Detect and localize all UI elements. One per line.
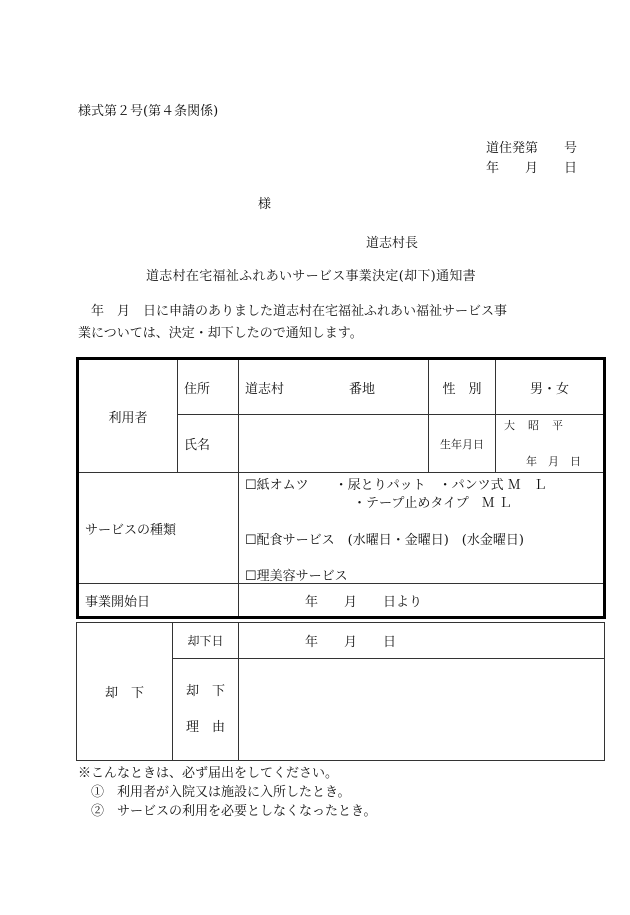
decision-table: [76, 357, 606, 619]
notes: [78, 764, 376, 821]
rejection-date-field[interactable]: 年 月 日: [239, 623, 605, 659]
service-line-3[interactable]: ☐配食サービス (水曜日・金曜日) (水金曜日): [245, 533, 524, 548]
name-field[interactable]: [239, 415, 429, 473]
service-type-label: サービスの種類: [78, 473, 239, 584]
rejection-reason-label-1: 却 下: [185, 683, 225, 699]
birth-date-field[interactable]: [496, 415, 605, 473]
rejection-reason-field[interactable]: [239, 659, 605, 761]
service-line-4[interactable]: ☐理美容サービス: [245, 569, 348, 584]
era-labels: 大 昭 平: [504, 419, 564, 432]
notes-item-2: ② サービスの利用を必要としなくなったとき。: [78, 804, 377, 819]
start-date-field[interactable]: 年 月 日より: [239, 584, 605, 618]
user-label: 利用者: [78, 359, 178, 473]
rejection-reason-label-2: 理 由: [185, 719, 225, 735]
rejection-reason-label: [173, 659, 239, 761]
form-number: 様式第２号(第４条関係): [78, 104, 219, 119]
addressee-suffix: 様: [258, 197, 272, 212]
issue-date: 年 月 日: [486, 161, 578, 176]
issuer-name: 道志村長: [366, 236, 419, 251]
start-date-label: 事業開始日: [78, 584, 239, 618]
body-text: [78, 301, 594, 345]
reference-number: 道住発第 号: [486, 141, 578, 156]
notes-heading: ※こんなときは、必ず届出をしてください。: [78, 766, 339, 781]
name-label: 氏名: [178, 415, 239, 473]
reference-block: [486, 139, 577, 179]
service-line-1[interactable]: ☐紙オムツ ・尿とりパット ・パンツ式 Ｍ Ｌ: [245, 478, 547, 493]
address-label: 住所: [178, 359, 239, 415]
service-type-field[interactable]: [239, 473, 605, 584]
birth-label: 生年月日: [429, 415, 496, 473]
service-line-2: ・テープ止めタイプ Ｍ Ｌ: [353, 496, 512, 511]
address-field[interactable]: 道志村 番地: [239, 359, 429, 415]
body-line-1: 年 月 日に申請のありました道志村在宅福祉ふれあい福祉サービス事: [78, 304, 508, 319]
rejection-label: 却 下: [77, 623, 173, 761]
sex-label: 性 別: [429, 359, 496, 415]
rejection-date-label: 却下日: [173, 623, 239, 659]
birth-ymd: 年 月 日: [526, 455, 581, 468]
sex-field[interactable]: 男・女: [496, 359, 605, 415]
rejection-table: [76, 622, 605, 761]
notes-item-1: ① 利用者が入院又は施設に入所したとき。: [78, 785, 351, 800]
body-line-2: 業については、決定・却下したので通知します。: [78, 326, 363, 341]
document-title: 道志村在宅福祉ふれあいサービス事業決定(却下)通知書: [146, 269, 476, 284]
